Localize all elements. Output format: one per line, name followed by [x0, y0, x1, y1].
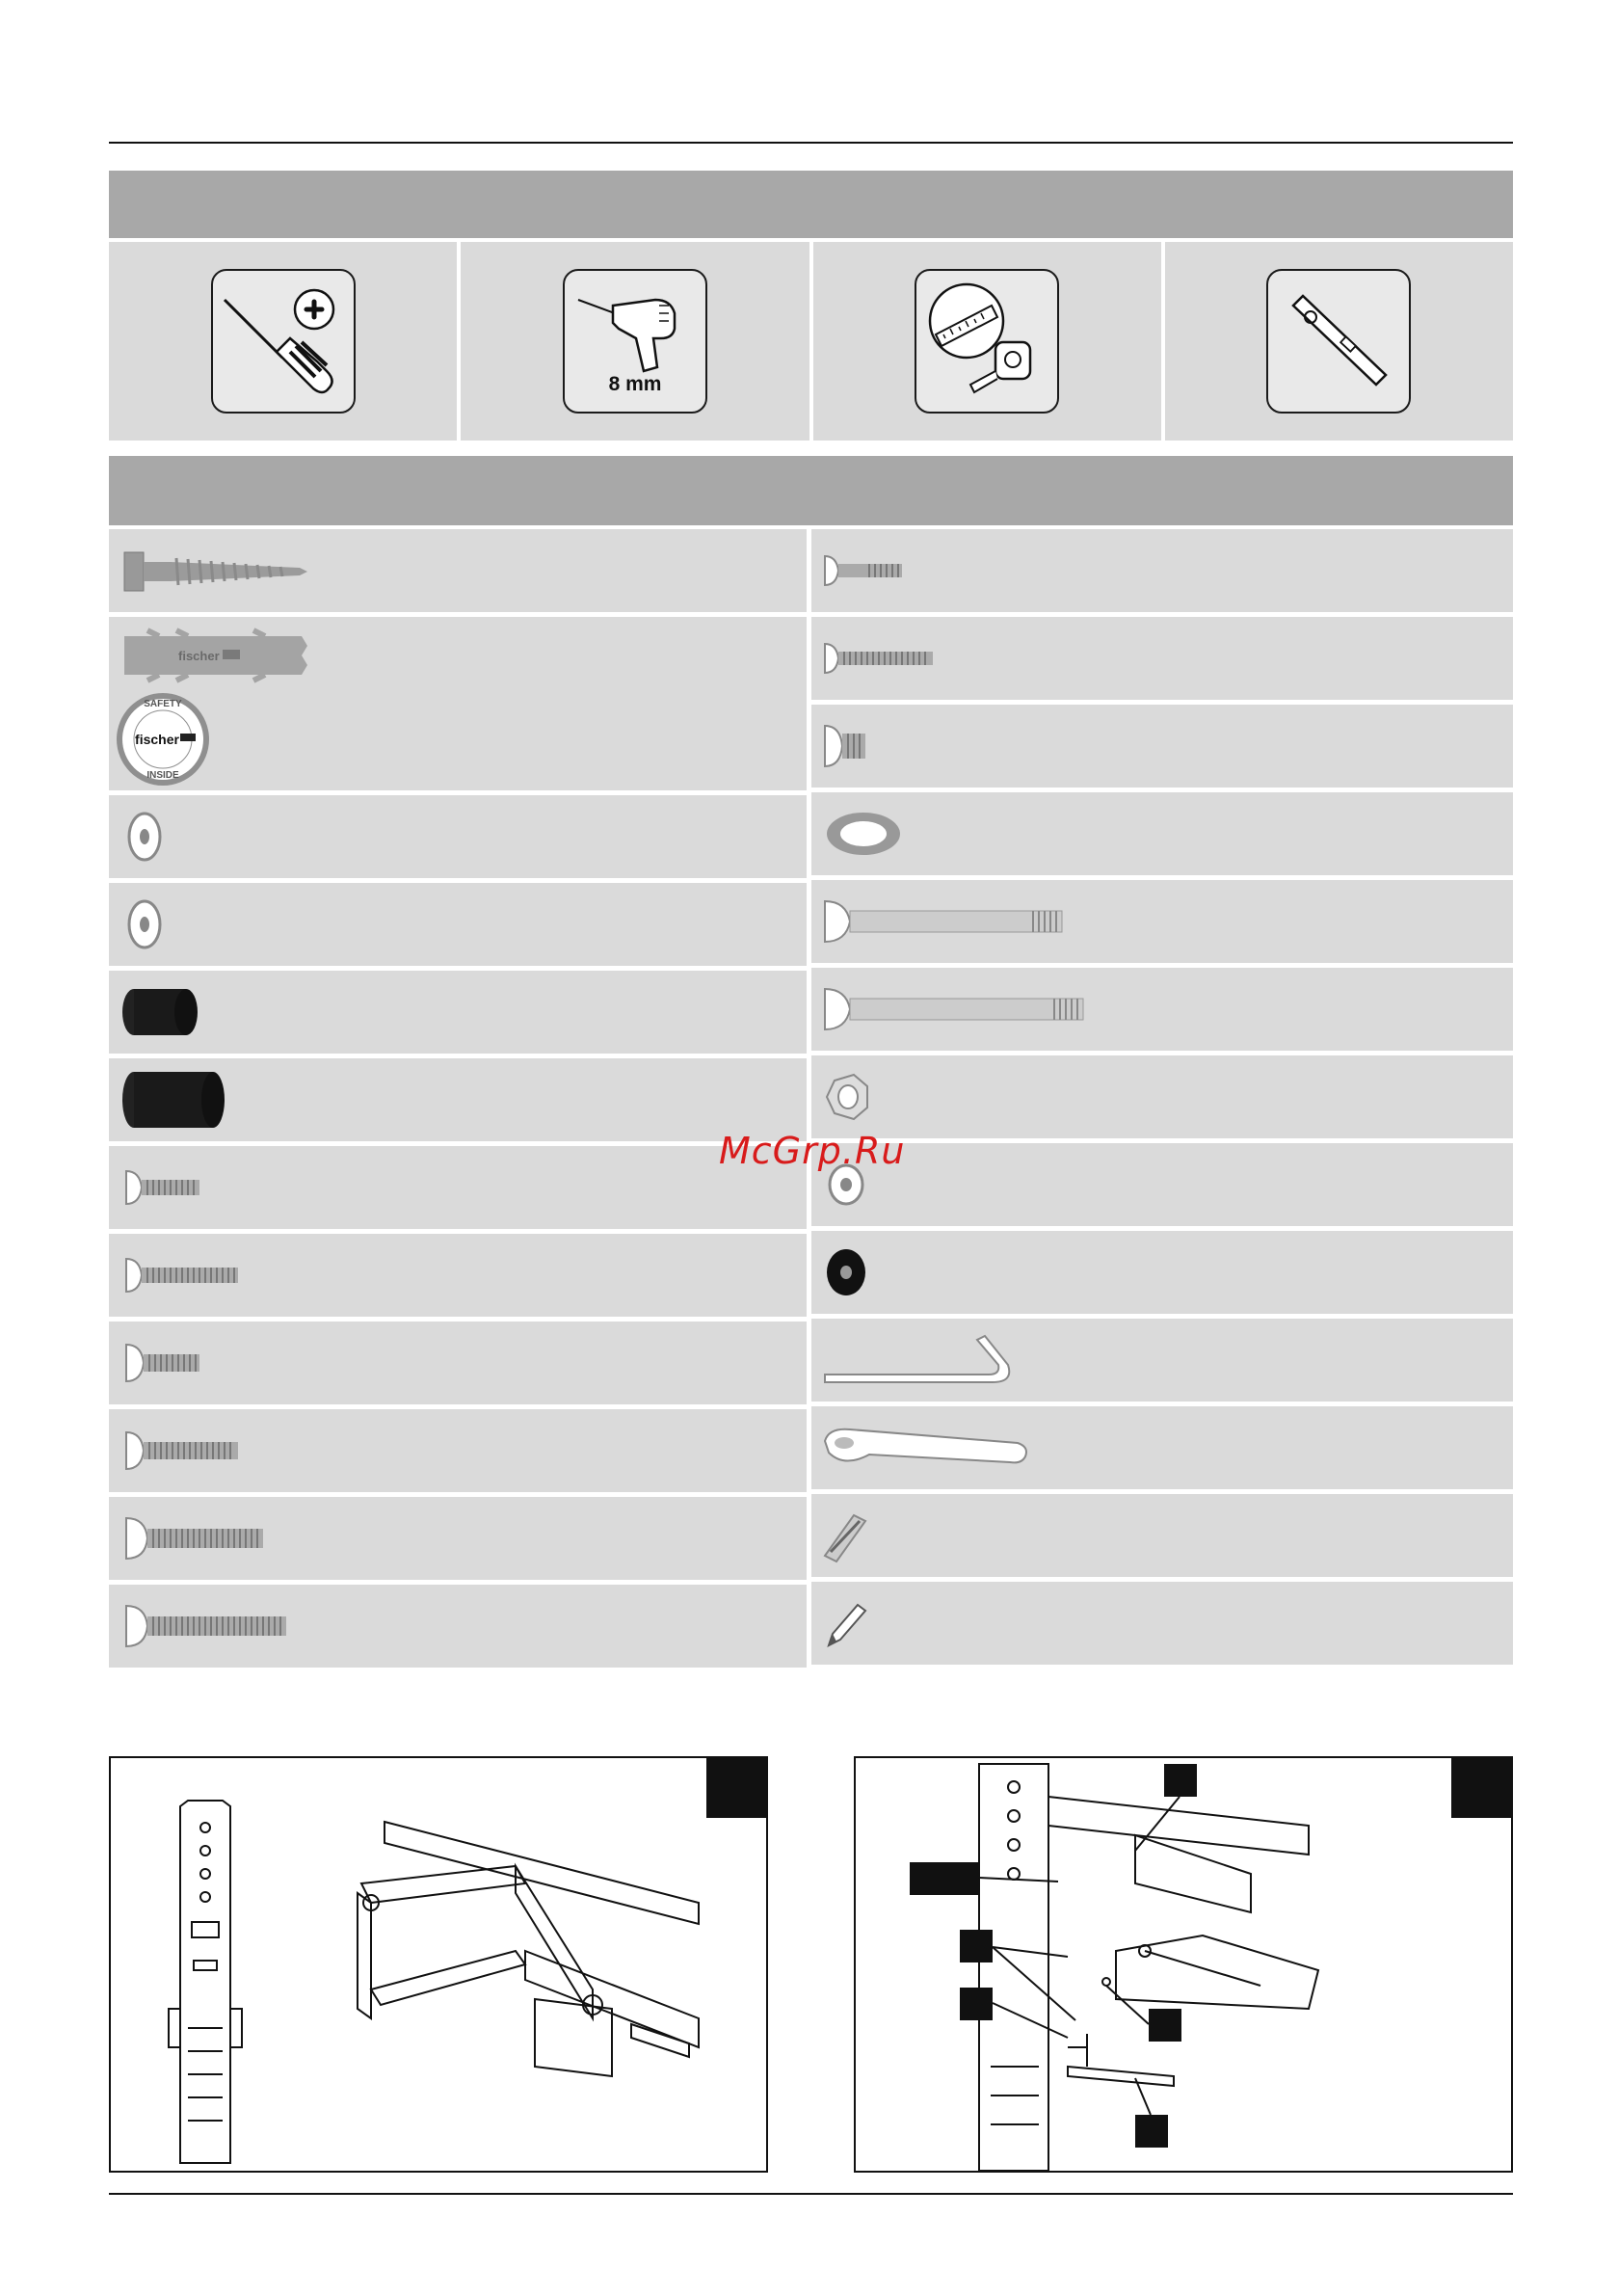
screwdriver-phillips-icon	[211, 269, 356, 414]
end-cap-icon	[811, 705, 1513, 788]
part-row	[811, 880, 1513, 963]
part-row	[811, 1406, 1513, 1489]
part-row	[109, 1585, 807, 1668]
allen-key-icon	[811, 1319, 1513, 1402]
figure-2	[854, 1756, 1513, 2173]
wall-plug-icon	[109, 617, 807, 790]
axle-bolt-long-icon	[811, 968, 1513, 1051]
part-row	[811, 1231, 1513, 1314]
screw-medium-icon	[109, 1234, 807, 1317]
screw-medium-icon	[811, 617, 1513, 700]
arm-attachment-detail-icon	[856, 1758, 1511, 2171]
tool-cell-tape	[813, 242, 1161, 441]
part-row	[109, 883, 807, 966]
part-row	[109, 795, 807, 878]
part-row	[109, 1497, 807, 1580]
axle-bolt-icon	[811, 880, 1513, 963]
callout-box	[1164, 1764, 1197, 1797]
pencil-icon	[811, 1582, 1513, 1665]
parts-section-header	[109, 456, 1513, 525]
part-row	[109, 529, 807, 612]
screw-short-icon	[109, 1146, 807, 1229]
wrench-icon	[811, 1406, 1513, 1489]
tools-row	[109, 242, 1513, 441]
lock-nut-icon	[811, 1055, 1513, 1138]
part-row	[811, 792, 1513, 875]
part-row	[811, 1143, 1513, 1226]
drill-icon	[563, 269, 707, 414]
part-row	[811, 968, 1513, 1051]
callout-box	[960, 1930, 993, 1962]
rubber-washer-icon	[811, 1231, 1513, 1314]
screw-medium-icon	[109, 1409, 807, 1492]
washer-small-icon	[109, 795, 807, 878]
callout-box	[910, 1862, 979, 1895]
part-row	[811, 1494, 1513, 1577]
callout-box	[1135, 2115, 1168, 2148]
wall-plate-arm-assembly-icon	[111, 1758, 766, 2171]
drill-size-label: 8 mm	[608, 373, 662, 395]
tool-cell-level	[1165, 242, 1513, 441]
part-row	[811, 1055, 1513, 1138]
spirit-level-icon	[1266, 269, 1411, 414]
part-row	[109, 1146, 807, 1229]
tool-cell-drill	[461, 242, 809, 441]
badge-brand-text: fischer	[135, 732, 179, 747]
badge-top-text: SAFETY	[144, 699, 182, 709]
part-row	[811, 617, 1513, 700]
part-row	[811, 529, 1513, 612]
part-row	[109, 971, 807, 1054]
bottom-rule	[109, 2193, 1513, 2195]
watermark-text: McGrp.Ru	[719, 1130, 906, 1172]
spacer-short-icon	[109, 971, 807, 1054]
part-row	[109, 617, 807, 790]
washer-small-icon	[811, 1143, 1513, 1226]
part-row	[109, 1322, 807, 1404]
part-row	[109, 1234, 807, 1317]
tape-measure-icon	[915, 269, 1059, 414]
callout-box	[1149, 2009, 1181, 2042]
figure-1	[109, 1756, 768, 2173]
screw-small-icon	[811, 529, 1513, 612]
tool-cell-screwdriver	[109, 242, 457, 441]
spacer-long-icon	[109, 1058, 807, 1141]
part-row	[109, 1409, 807, 1492]
plug-brand-text: fischer	[178, 649, 220, 663]
part-row	[109, 1058, 807, 1141]
part-row	[811, 1582, 1513, 1665]
callout-box	[960, 1988, 993, 2020]
screw-long-icon	[109, 1497, 807, 1580]
screw-xlong-icon	[109, 1585, 807, 1668]
part-row	[811, 1319, 1513, 1402]
top-rule	[109, 142, 1513, 144]
washer-small-icon	[109, 883, 807, 966]
badge-bottom-text: INSIDE	[146, 770, 179, 781]
washer-large-icon	[811, 792, 1513, 875]
screw-short-icon	[109, 1322, 807, 1404]
part-row	[811, 705, 1513, 788]
cable-clip-icon	[811, 1494, 1513, 1577]
tools-section-header	[109, 171, 1513, 238]
lag-bolt-icon	[109, 529, 807, 612]
